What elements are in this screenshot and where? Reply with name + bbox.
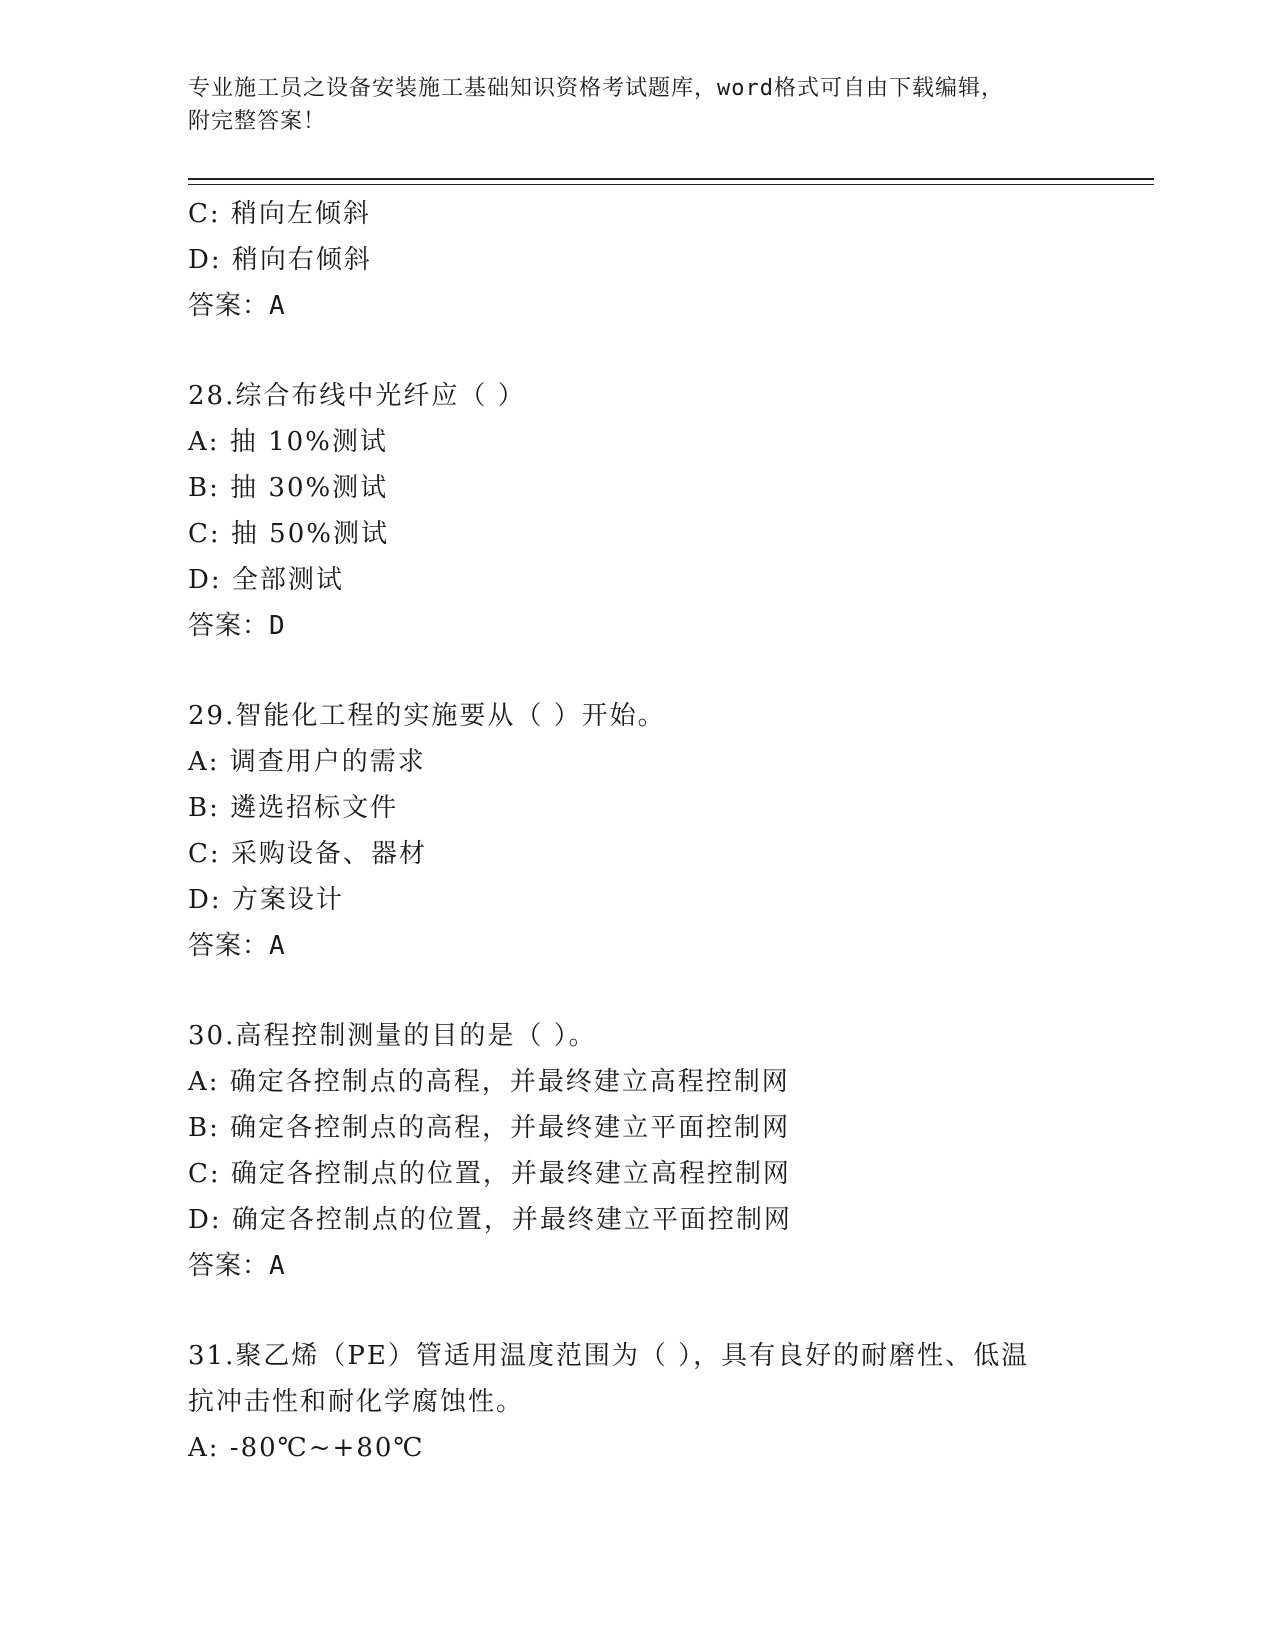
- option-d: D: 稍向右倾斜: [188, 245, 372, 275]
- question-title: 28.综合布线中光纤应（ ）: [188, 381, 526, 411]
- question-31: [188, 1333, 1154, 1471]
- option-c: C: 确定各控制点的位置，并最终建立高程控制网: [188, 1159, 791, 1189]
- question-27-continued: [188, 191, 1154, 329]
- question-28: [188, 373, 1154, 649]
- header-rule-thin: [188, 184, 1154, 185]
- question-29: [188, 693, 1154, 969]
- option-a: A: -80℃~+80℃: [188, 1433, 425, 1463]
- header-rule-thick: [188, 178, 1154, 180]
- option-b: B: 抽 30%测试: [188, 473, 389, 503]
- header-line-1: 专业施工员之设备安装施工基础知识资格考试题库，word格式可自由下载编辑，: [188, 76, 1004, 101]
- document-header: [188, 72, 1088, 138]
- option-d: D: 全部测试: [188, 565, 344, 595]
- option-c: C: 采购设备、器材: [188, 839, 427, 869]
- option-c: C: 稍向左倾斜: [188, 199, 371, 229]
- option-a: A: 抽 10%测试: [188, 427, 388, 457]
- answer: 答案：D: [188, 611, 286, 641]
- option-d: D: 确定各控制点的位置，并最终建立平面控制网: [188, 1205, 792, 1235]
- question-list: [188, 191, 1154, 1471]
- option-c: C: 抽 50%测试: [188, 519, 389, 549]
- question-title-line-1: 31.聚乙烯（PE）管适用温度范围为（ ），具有良好的耐磨性、低温: [188, 1341, 1030, 1371]
- option-b: B: 遴选招标文件: [188, 793, 399, 823]
- option-a: A: 调查用户的需求: [188, 747, 426, 777]
- header-line-2: 附完整答案！: [188, 109, 327, 134]
- answer: 答案：A: [188, 1251, 286, 1281]
- answer: 答案：A: [188, 291, 286, 321]
- question-title: 29.智能化工程的实施要从（ ）开始。: [188, 701, 666, 731]
- option-a: A: 确定各控制点的高程，并最终建立高程控制网: [188, 1067, 790, 1097]
- option-d: D: 方案设计: [188, 885, 344, 915]
- question-30: [188, 1013, 1154, 1289]
- question-title: 30.高程控制测量的目的是（ ）。: [188, 1021, 597, 1051]
- answer: 答案：A: [188, 931, 286, 961]
- option-b: B: 确定各控制点的高程，并最终建立平面控制网: [188, 1113, 791, 1143]
- question-title-line-2: 抗冲击性和耐化学腐蚀性。: [188, 1387, 525, 1417]
